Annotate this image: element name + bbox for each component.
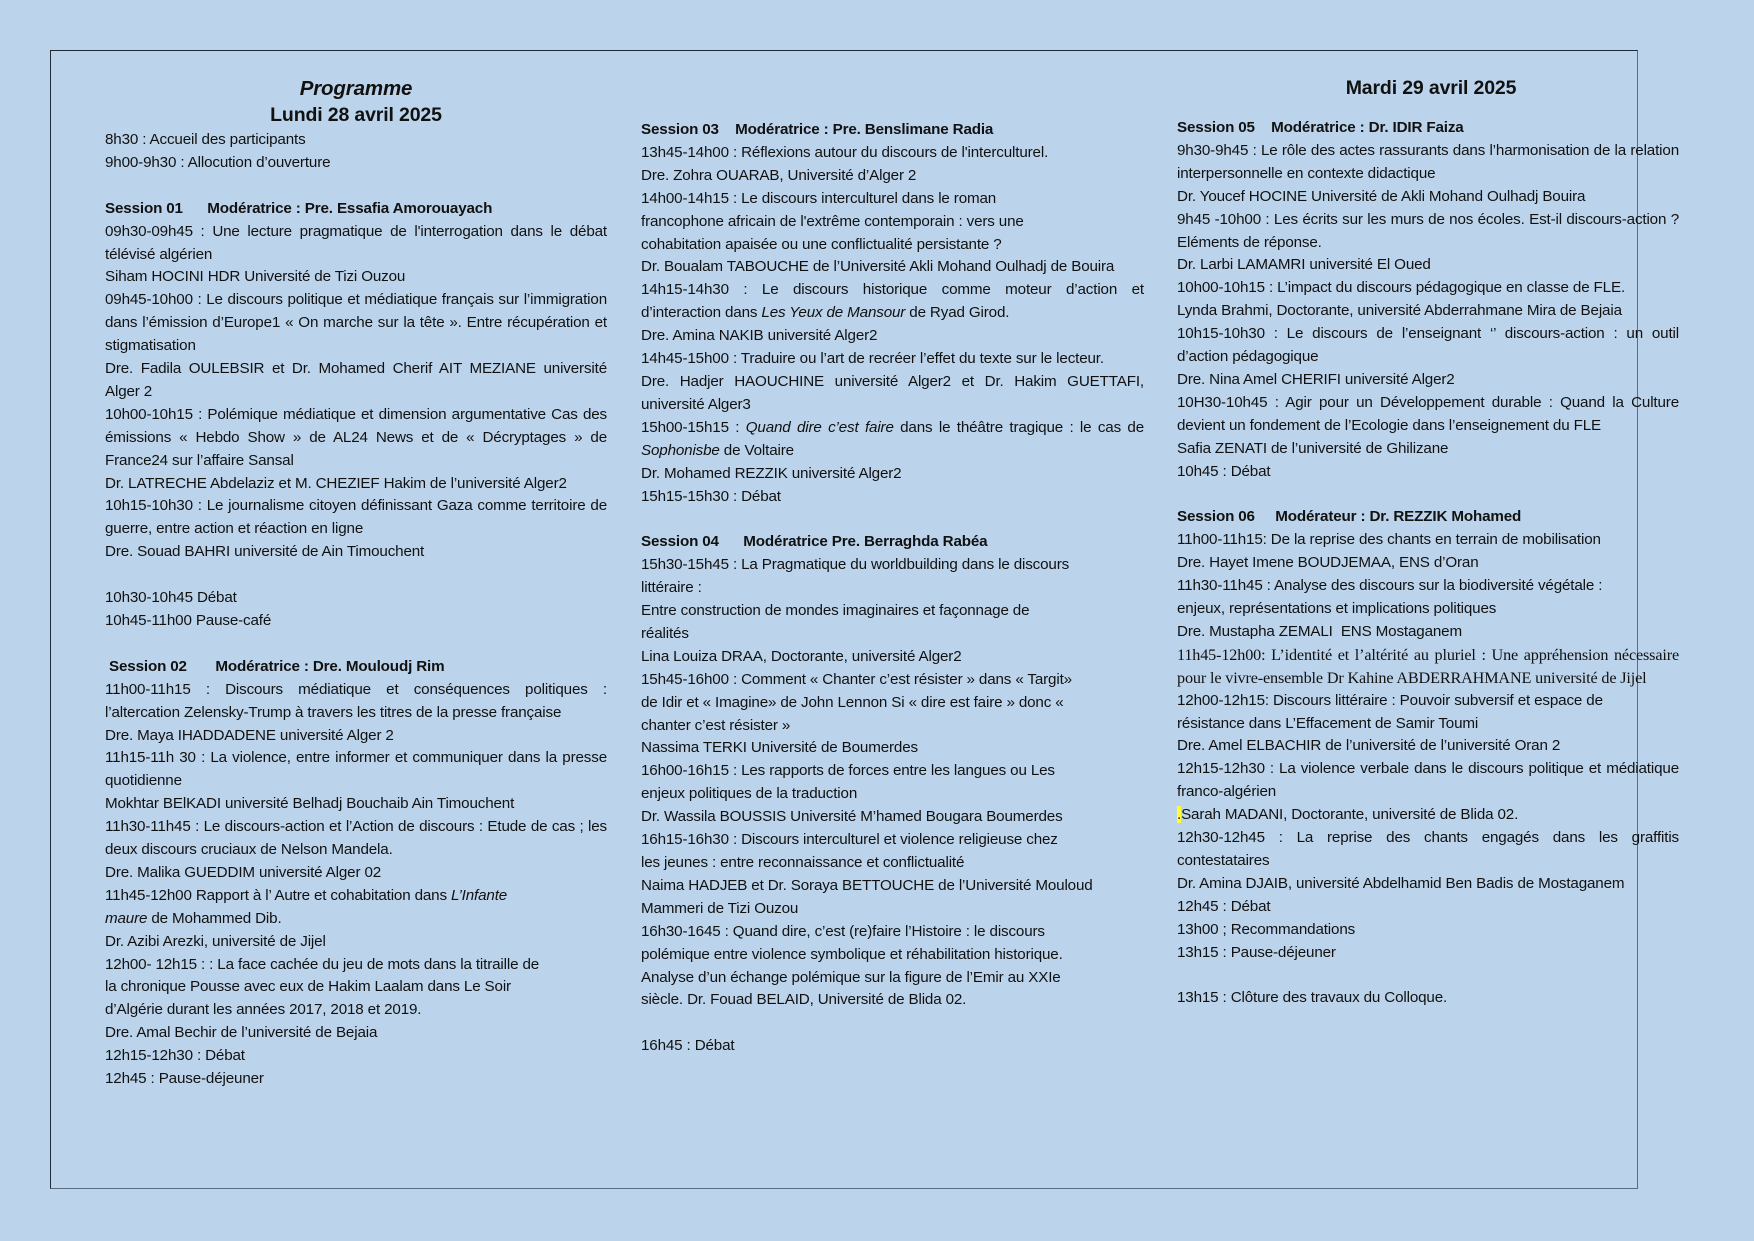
talk-item: 10h00-10h15 : Polémique médiatique et dimension argumentative Cas des émissions « Hebdo Show » de AL24 News et de « Décryptages » de France24 sur l’affaire Sansal xyxy=(105,405,607,469)
program-line: Dr. Larbi LAMAMRI université El Oued xyxy=(1177,256,1431,274)
speaker-item: Dr. Boualam TABOUCHE de l’Université Akli Mohand Oulhadj de Bouira xyxy=(641,258,1115,276)
highlight-mark: . xyxy=(1177,806,1182,824)
talk-item: 14h45-15h00 : Traduire ou l’art de recréer l’effet du texte sur le lecteur. xyxy=(641,350,1104,368)
session-06-items-b xyxy=(1177,690,1679,805)
talk-item-serif: 11h45-12h00: L’identité et l’altérité au pluriel : Une appréhension nécessaire pour le vivre-ensemble Dr Kahine ABDERRAHMANE université de Jijel xyxy=(1177,645,1679,687)
break-item: 10h45-11h00 Pause-café xyxy=(105,612,272,629)
talk-line: 11h30-11h45 : Analyse des discours sur la biodiversité végétale : xyxy=(1177,577,1603,595)
session-moderator: Modératrice : Dre. Mouloudj Rim xyxy=(215,657,445,675)
talk-item: 11h15-11h 30 : La violence, entre informer et communiquer dans la presse quotidienne xyxy=(105,749,607,790)
session-05-items xyxy=(1177,140,1679,484)
programme-title: Programme xyxy=(299,77,413,100)
talk-item: 09h30-09h45 : Une lecture pragmatique de l'interrogation dans le débat télévisé algérien xyxy=(105,222,607,263)
debate-item: 16h45 : Débat xyxy=(641,1037,735,1055)
session-moderator: Modératrice Pre. Berraghda Rabéa xyxy=(743,533,988,551)
program-line: Entre construction de mondes imaginaires et façonnage de xyxy=(641,602,1030,620)
session-label: Session 01 xyxy=(105,199,183,217)
program-line: 15h30-15h45 : La Pragmatique du worldbuilding dans le discours xyxy=(641,556,1070,574)
debate-item: 12h15-12h30 : Débat xyxy=(105,1047,245,1065)
talk-item: 09h45-10h00 : Le discours politique et médiatique français sur l’immigration dans l’émission d’Europe1 « On marche sur la tête ». Entre récupération et stigmatisation xyxy=(105,291,607,355)
speaker-item: Dre. Maya IHADDADENE université Alger 2 xyxy=(105,726,394,744)
speaker-item: Dre. Amal Bechir de l’université de Bejaia xyxy=(105,1024,378,1042)
talk-line: d’Algérie durant les années 2017, 2018 et 2019. xyxy=(105,1001,422,1019)
session-04-header xyxy=(641,531,1144,554)
program-line: 10h15-10h30 : Le discours de l’enseignant ‘’ discours-action : un outil d’action pédagogique xyxy=(1177,325,1679,366)
program-line: 15h45-16h00 : Comment « Chanter c’est résister » dans « Targit» xyxy=(641,670,1072,688)
program-line: Analyse d’un échange polémique sur la figure de l’Emir au XXIe xyxy=(641,968,1061,986)
talk-item: 14h15-14h30 : Le discours historique comme moteur d’action et d’interaction dans Les Yeux de Mansour de Ryad Girod. xyxy=(641,281,1144,322)
speaker-item: Dre. Amina NAKIB université Alger2 xyxy=(641,327,878,345)
session-moderator: Modératrice : Dr. IDIR Faiza xyxy=(1271,119,1464,136)
debate-item: 10h30-10h45 Débat xyxy=(105,589,237,607)
talk-line: francophone africain de l'extrême contemporain : vers une xyxy=(641,212,1024,230)
talk-item: 11h00-11h15 : Discours médiatique et conséquences politiques : l’altercation Zelensky-Trump à travers les titres de la presse française xyxy=(105,680,607,721)
program-line: Dre. Nina Amel CHERIFI université Alger2 xyxy=(1177,370,1455,388)
program-line: chanter c’est résister » xyxy=(641,716,791,734)
program-line: les jeunes : entre reconnaissance et conflictualité xyxy=(641,853,965,871)
day2-date: Mardi 29 avril 2025 xyxy=(1345,77,1517,99)
speaker-item: Dre. Souad BAHRI université de Ain Timouchent xyxy=(105,543,425,561)
program-line: 10H30-10h45 : Agir pour un Développement durable : Quand la Culture devient un fondement de l’Ecologie dans l’enseignement du FLE xyxy=(1177,393,1679,434)
talk-item: 10h15-10h30 : Le journalisme citoyen définissant Gaza comme territoire de guerre, entre action et réaction en ligne xyxy=(105,497,607,538)
speaker-item: Siham HOCINI HDR Université de Tizi Ouzou xyxy=(105,268,406,286)
program-line: 12h45 : Débat xyxy=(1177,897,1271,915)
program-line: 13h15 : Pause-déjeuner xyxy=(1177,943,1336,961)
talk-item: 11h00-11h15: De la reprise des chants en terrain de mobilisation xyxy=(1177,531,1601,549)
program-line: Safia ZENATI de l’université de Ghilizane xyxy=(1177,439,1449,457)
program-line: Lina Louiza DRAA, Doctorante, université Alger2 xyxy=(641,647,962,665)
session-04-items xyxy=(641,554,1144,1012)
speaker-item: Dre. Hadjer HAOUCHINE université Alger2 et Dr. Hakim GUETTAFI, université Alger3 xyxy=(641,372,1144,413)
program-line: 12h00-12h15: Discours littéraire : Pouvoir subversif et espace de xyxy=(1177,691,1603,709)
column-day1-morning xyxy=(105,75,607,1091)
closing-item: 13h15 : Clôture des travaux du Colloque. xyxy=(1177,989,1448,1007)
program-line: de Idir et « Imagine» de John Lennon Si « dire est faire » donc « xyxy=(641,693,1064,711)
talk-item: 15h00-15h15 : Quand dire c’est faire dans le théâtre tragique : le cas de Sophonisbe de Voltaire xyxy=(641,418,1144,459)
debate-item: 15h15-15h30 : Débat xyxy=(641,487,781,505)
session-label: Session 06 xyxy=(1177,508,1255,526)
speaker-item: Dre. Zohra OUARAB, Université d’Alger 2 xyxy=(641,166,917,184)
program-line: Dr. Amina DJAIB, université Abdelhamid Ben Badis de Mostaganem xyxy=(1177,874,1625,892)
speaker-item: Dre. Malika GUEDDIM université Alger 02 xyxy=(105,863,382,881)
opening-item: 9h00-9h30 : Allocution d’ouverture xyxy=(105,153,331,171)
session-label: Session 03 xyxy=(641,121,719,138)
speaker-item: Dre. Fadila OULEBSIR et Dr. Mohamed Cherif AIT MEZIANE université Alger 2 xyxy=(105,360,607,400)
program-line: Dr. Wassila BOUSSIS Université M’hamed Bougara Boumerdes xyxy=(641,808,1063,826)
program-line: enjeux politiques de la traduction xyxy=(641,785,858,803)
program-line: 12h30-12h45 : La reprise des chants engagés dans les graffitis contestataires xyxy=(1177,829,1679,869)
session-01-header xyxy=(105,198,607,221)
talk-item: 11h45-12h00 Rapport à l’ Autre et cohabitation dans L’Infante maure de Mohammed Dib. xyxy=(105,886,508,927)
program-line: résistance dans L’Effacement de Samir Toumi xyxy=(1177,714,1479,732)
break-item: 12h45 : Pause-déjeuner xyxy=(105,1070,264,1088)
session-06-items-c xyxy=(1177,827,1679,964)
opening-item: 8h30 : Accueil des participants xyxy=(105,131,306,148)
speaker-item: Dr. LATRECHE Abdelaziz et M. CHEZIEF Hakim de l’université Alger2 xyxy=(105,474,567,492)
session-moderator: Modératrice : Pre. Benslimane Radia xyxy=(735,121,994,138)
session-label: Session 02 xyxy=(109,657,187,675)
speaker-item: Dre. Hayet Imene BOUDJEMAA, ENS d’Oran xyxy=(1177,554,1479,572)
session-03-header xyxy=(641,119,1144,142)
program-line: 12h15-12h30 : La violence verbale dans le discours politique et médiatique franco-algérien xyxy=(1177,760,1679,801)
program-line: 16h15-16h30 : Discours interculturel et violence religieuse chez xyxy=(641,831,1058,849)
program-line: 13h00 ; Recommandations xyxy=(1177,920,1356,938)
day1-date: Lundi 28 avril 2025 xyxy=(270,104,442,126)
talk-item: 13h45-14h00 : Réflexions autour du discours de l'interculturel. xyxy=(641,143,1049,161)
program-line: polémique entre violence symbolique et réhabilitation historique. xyxy=(641,945,1063,963)
program-line: Nassima TERKI Université de Boumerdes xyxy=(641,739,918,757)
speaker-item: Dr. Mohamed REZZIK université Alger2 xyxy=(641,464,902,482)
talk-line: enjeux, représentations et implications politiques xyxy=(1177,600,1497,618)
column-day1-afternoon xyxy=(641,119,1144,1058)
speaker-item: Mokhtar BElKADI université Belhadj Bouchaib Ain Timouchent xyxy=(105,795,515,813)
talk-line: la chronique Pousse avec eux de Hakim Laalam dans Le Soir xyxy=(105,978,511,996)
session-label: Session 05 xyxy=(1177,119,1255,136)
session-label: Session 04 xyxy=(641,533,719,551)
speaker-item: Dr. Azibi Arezki, université de Jijel xyxy=(105,932,326,950)
speaker-item: .Sarah MADANI, Doctorante, université de Blida 02. xyxy=(1177,806,1519,824)
program-line: littéraire : xyxy=(641,579,702,597)
talk-line: 12h00- 12h15 : : La face cachée du jeu de mots dans la titraille de xyxy=(105,955,540,973)
speaker-item: Dre. Mustapha ZEMALI ENS Mostaganem xyxy=(1177,622,1462,640)
session-05-header xyxy=(1177,117,1679,140)
column-day2 xyxy=(1177,75,1679,1010)
talk-item: 11h30-11h45 : Le discours-action et l’Action de discours : Etude de cas ; les deux discours cruciaux de Nelson Mandela. xyxy=(105,818,607,859)
talk-line: 14h00-14h15 : Le discours interculturel dans le roman xyxy=(641,189,997,207)
session-moderator: Modérateur : Dr. REZZIK Mohamed xyxy=(1275,508,1522,526)
session-02-header xyxy=(105,656,607,679)
program-line: Dre. Amel ELBACHIR de l’université de l’université Oran 2 xyxy=(1177,737,1561,755)
program-line: 16h30-1645 : Quand dire, c’est (re)faire l’Histoire : le discours xyxy=(641,922,1045,940)
session-moderator: Modératrice : Pre. Essafia Amorouayach xyxy=(207,199,493,217)
program-line: Naima HADJEB et Dr. Soraya BETTOUCHE de l’Université Mouloud xyxy=(641,876,1093,894)
program-line: 10h45 : Débat xyxy=(1177,462,1271,480)
program-line: siècle. Dr. Fouad BELAID, Université de Blida 02. xyxy=(641,991,967,1009)
program-line: Dr. Youcef HOCINE Université de Akli Mohand Oulhadj Bouira xyxy=(1177,187,1586,205)
talk-line: cohabitation apaisée ou une conflictualité persistante ? xyxy=(641,235,1002,253)
program-line: Mammeri de Tizi Ouzou xyxy=(641,899,799,917)
program-line: 9h30-9h45 : Le rôle des actes rassurants dans l’harmonisation de la relation interpersonnelle en contexte didactique xyxy=(1177,141,1679,182)
program-line: Lynda Brahmi, Doctorante, université Abderrahmane Mira de Bejaia xyxy=(1177,302,1622,320)
program-line: 16h00-16h15 : Les rapports de forces entre les langues ou Les xyxy=(641,762,1055,780)
session-06-header xyxy=(1177,506,1679,529)
program-line: 10h00-10h15 : L’impact du discours pédagogique en classe de FLE. xyxy=(1177,279,1626,297)
program-line: 9h45 -10h00 : Les écrits sur les murs de nos écoles. Est-il discours-action ? Eléments de réponse. xyxy=(1177,210,1679,251)
program-line: réalités xyxy=(641,624,689,642)
